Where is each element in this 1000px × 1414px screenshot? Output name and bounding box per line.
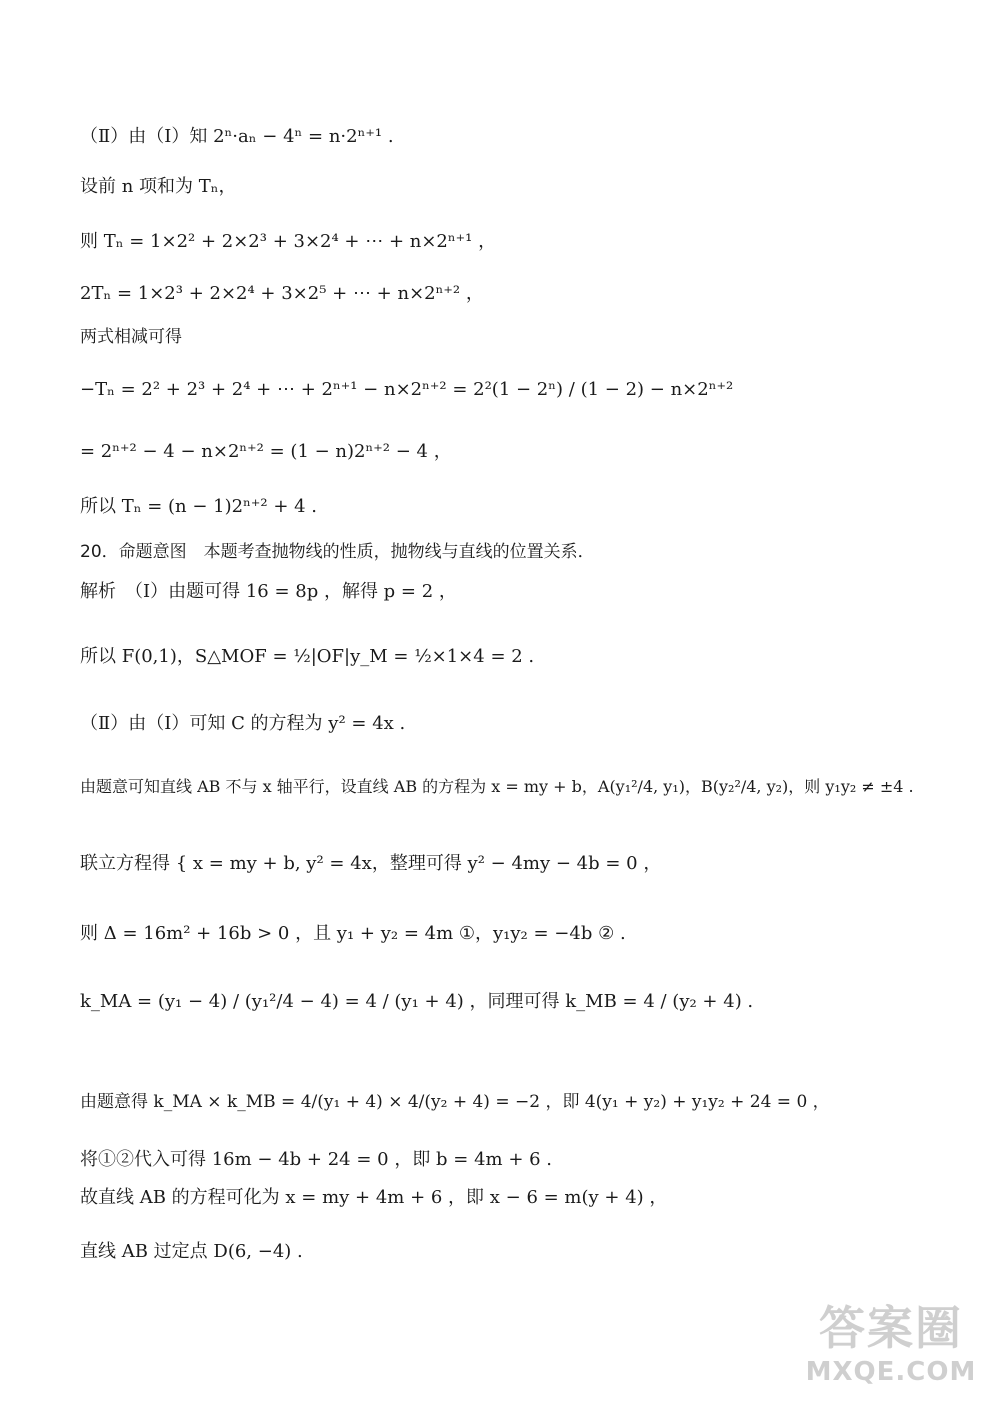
line-20: 直线 AB 过定点 D(6, −4) . — [80, 1241, 303, 1262]
line-3: 则 Tₙ = 1×2² + 2×2³ + 3×2⁴ + ⋯ + n×2ⁿ⁺¹ ， — [80, 231, 497, 252]
line-14: 联立方程得 { x = my + b, y² = 4x，整理可得 y² − 4my − 4b = 0 ， — [80, 853, 662, 874]
watermark-bottom-text: MXQE.COM — [805, 1357, 977, 1387]
line-12: （Ⅱ）由（Ⅰ）可知 C 的方程为 y² = 4x . — [80, 713, 406, 734]
line-9: 20．命题意图 本题考查抛物线的性质，抛物线与直线的位置关系． — [80, 542, 595, 562]
watermark-top-text: 答案圈 — [819, 1301, 963, 1355]
line-10: 解析 （Ⅰ）由题可得 16 = 8p ，解得 p = 2 ， — [80, 581, 457, 602]
line-16: k_MA = (y₁ − 4) / (y₁²/4 − 4) = 4 / (y₁ + 4) ，同理可得 k_MB = 4 / (y₂ + 4) . — [80, 991, 754, 1012]
line-15: 则 Δ = 16m² + 16b > 0 ，且 y₁ + y₂ = 4m ①，y₁y₂ = −4b ② . — [80, 923, 626, 944]
line-8: 所以 Tₙ = (n − 1)2ⁿ⁺² + 4 . — [80, 496, 318, 517]
line-11: 所以 F(0,1)，S△MOF = ½|OF|y_M = ½×1×4 = 2 . — [80, 646, 535, 667]
line-18: 将①②代入可得 16m − 4b + 24 = 0 ，即 b = 4m + 6 . — [80, 1149, 553, 1170]
line-17: 由题意得 k_MA × k_MB = 4/(y₁ + 4) × 4/(y₂ + 4) = −2 ，即 4(y₁ + y₂) + y₁y₂ + 24 = 0 ， — [80, 1092, 830, 1112]
line-13: 由题意可知直线 AB 不与 x 轴平行，设直线 AB 的方程为 x = my + b，A(y₁²/4, y₁)，B(y₂²/4, y₂)，则 y₁y₂ ≠ ±4 . — [80, 777, 914, 796]
line-1: （Ⅱ）由（Ⅰ）知 2ⁿ·aₙ − 4ⁿ = n·2ⁿ⁺¹ . — [80, 126, 394, 147]
line-19: 故直线 AB 的方程可化为 x = my + 4m + 6 ，即 x − 6 = m(y + 4) ， — [80, 1187, 668, 1208]
line-5: 两式相减可得 — [80, 327, 182, 347]
watermark-logo — [796, 1300, 986, 1400]
line-4: 2Tₙ = 1×2³ + 2×2⁴ + 3×2⁵ + ⋯ + n×2ⁿ⁺² ， — [80, 283, 484, 304]
line-2: 设前 n 项和为 Tₙ， — [80, 176, 237, 197]
line-6: −Tₙ = 2² + 2³ + 2⁴ + ⋯ + 2ⁿ⁺¹ − n×2ⁿ⁺² = 2²(1 − 2ⁿ) / (1 − 2) − n×2ⁿ⁺² — [80, 379, 734, 400]
line-7: = 2ⁿ⁺² − 4 − n×2ⁿ⁺² = (1 − n)2ⁿ⁺² − 4 ， — [80, 441, 452, 462]
